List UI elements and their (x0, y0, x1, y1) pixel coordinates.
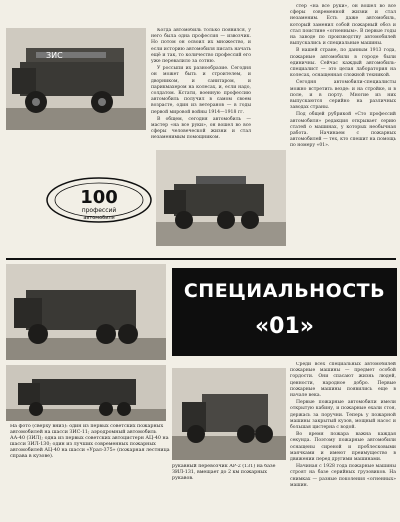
bottom-paragraph: Начиная с 1928 года пожарные машины строят на базе серийных грузовиков. На снимках — разные поколения «огненных» машин. (290, 464, 396, 488)
hundred-professions-logo (44, 176, 154, 224)
right-paragraph: стер «на все руки», он вошел во все сферы современной жизни и стал незаменим. Есть даже автомобиль, который заменил собой пожарный обоз и стал поистине «огненным». В первые годы на заводе по производству автомобилей выпускались и специальные машины. (290, 4, 396, 47)
logo-text-bottom: автомобиля (83, 215, 115, 221)
article-bottom-column (290, 362, 396, 518)
logo-text-top: профессий (81, 207, 117, 214)
modern-truck-illustration (6, 365, 166, 421)
headline-line2: «01» (254, 314, 315, 339)
bottom-paragraph: Во время пожара важна каждая секунда. Поэтому пожарные автомобили оснащены сиреной и проблесковыми маячками и имеют преимущество в движении перед другими машинами. (290, 432, 396, 463)
hose-vehicle-illustration (172, 368, 286, 460)
truck-side-label: ЗИС (46, 51, 63, 60)
caption-left-text: На фото (сверху вниз): один из первых советских пожарных автомобилей на шасси ЗИС-11; аэродромный автомобиль АА-40 (ЗИЛ); одна из первых советских автоцистерн АЦ-40 на шасси ЗИЛ-130; один из лучших современных пожарных автомобилей АЦ-40 на шасси «Урал-375» (пожарная лестница справа в кузове). (10, 424, 170, 459)
tanker-truck-illustration (6, 264, 166, 360)
photo-modern-fire-truck (6, 365, 166, 421)
section-divider (6, 258, 396, 260)
photo-caption-right (172, 464, 286, 518)
photo-caption-left (10, 424, 170, 518)
photo-hose-vehicle (172, 368, 286, 460)
logo-number: 100 (80, 187, 118, 208)
bottom-paragraph: Первые пожарные автомобили имели открытую кабину, и пожарные ехали стоя, держась за поручни. Теперь у пожарной машины закрытый кузов, мощный насос и большая цистерна с водой. (290, 400, 396, 431)
airfield-truck-illustration (156, 150, 286, 246)
vintage-truck-illustration (6, 28, 146, 130)
right-paragraph: Под общей рубрикой «Сто профессий автомобиля» редакция открывает серию статей о машинах, у которых необычная работа. Начинаем с пожарных автомобилей — тех, кто спешит на помощь по номеру «01». (290, 112, 396, 149)
intro-paragraph: В общем, сегодня автомобиль — мастер «на все руки», он вошел во все сферы человеческой жизни и стал незаменимым помощником. (151, 116, 251, 141)
photo-airfield-fire-truck (156, 150, 286, 246)
headline-line1: СПЕЦИАЛЬНОСТЬ (183, 280, 386, 302)
caption-right-text: рукавный перевозчик АР-2 (131) на базе ЗИЛ-131, вмещает до 2 км пожарных рукавов. (172, 464, 276, 481)
article-intro-column (151, 28, 251, 168)
photo-vintage-fire-truck (6, 28, 146, 130)
article-headline (172, 268, 397, 356)
article-right-column (290, 4, 396, 264)
intro-paragraph: Когда автомобиль только появился, у него была одна профессия — извозчик. Но потом он освоил их множество, и если историю автомобиля писать начать ещё и так, то количество профессий его уже перевалило за сотню. (151, 28, 251, 65)
bottom-paragraph: Среди всех специальных автомобилей пожарные машины — предмет особой гордости. Они спасают жизнь людей, ценности, народное добро. Первые пожарные машины появились еще в начале века. (290, 362, 396, 399)
right-paragraph: В нашей стране, по данным 1913 года, пожарные автомобили в городе были единичны. Сейчас каждый автомобиль-специалист — это целая лаборатория на колесах, оснащенная сложной техникой. (290, 48, 396, 79)
intro-paragraph: У россыпи их разнообразие. Сегодня он может быть и строителем, и дворником, и санитаром, и парикмахером на колесах, и, если надо, солдатом. Кстати, военную профессию автомобиль получил в самом своем возрасте, один из ветеранов — в годы первой мировой войны 1914—1918 гг. (151, 66, 251, 115)
right-paragraph: Сегодня автомобили-специалисты можно встретить везде: и на стройке, и в поле, и в порту. Многие из них выпускаются серийно на различных заводах страны. (290, 80, 396, 111)
photo-tanker-truck (6, 264, 166, 360)
